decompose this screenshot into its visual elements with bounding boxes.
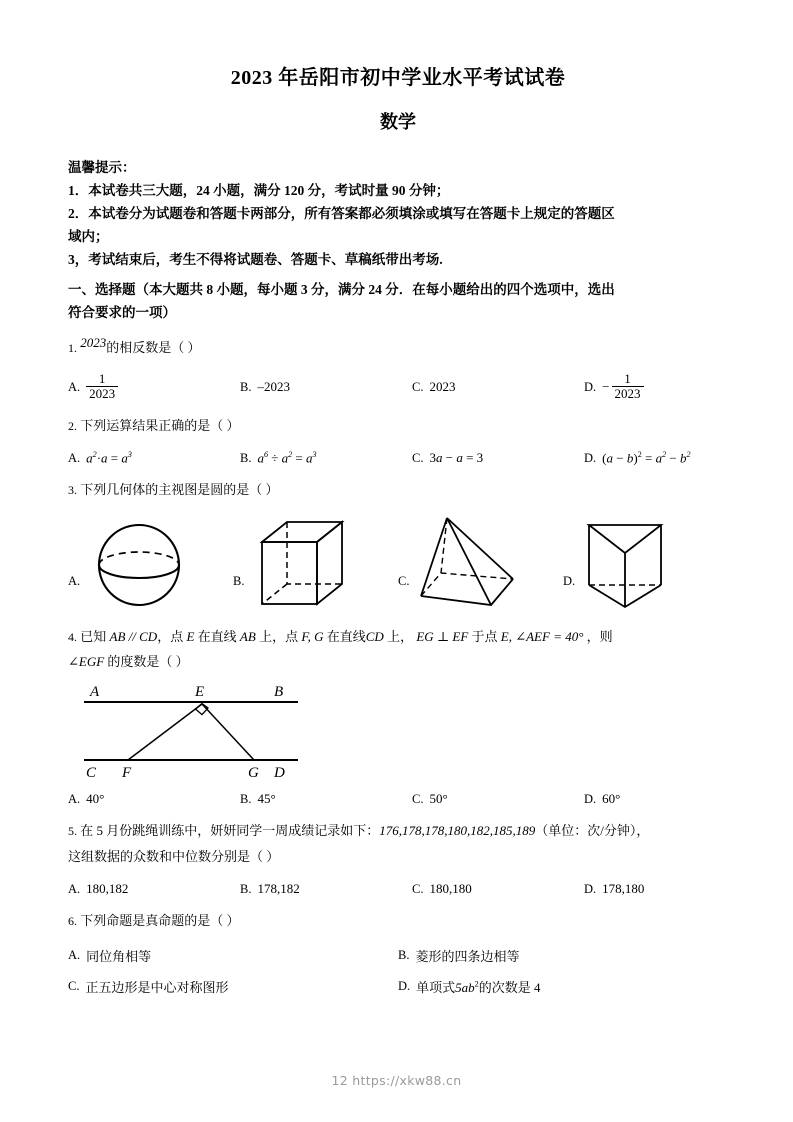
fraction-numerator: 1 xyxy=(624,370,631,386)
option-value: 178,182 xyxy=(257,881,300,897)
question-4-options xyxy=(68,791,728,807)
label-F: F xyxy=(122,765,132,781)
option-label: D. xyxy=(584,881,597,896)
option-label: C. xyxy=(412,379,424,394)
option-label: B. xyxy=(233,573,245,588)
option-label: A. xyxy=(68,881,81,896)
option-value xyxy=(86,370,118,402)
question-4-option-a[interactable] xyxy=(68,791,240,807)
question-5-stem-line-2: 这组数据的众数和中位数分别是（ ） xyxy=(68,848,280,864)
option-suffix: 的次数是 4 xyxy=(478,979,541,995)
question-6-option-b[interactable] xyxy=(398,946,728,965)
question-3-stem xyxy=(68,477,728,502)
option-label: D. xyxy=(584,379,597,394)
question-4-option-d[interactable] xyxy=(584,791,620,807)
notice-line-1: 1．本试卷共三大题，24 小题，满分 120 分，考试时量 90 分钟； xyxy=(68,182,450,198)
question-6-number: 6. xyxy=(68,914,77,929)
option-label: B. xyxy=(240,450,252,465)
question-5-stem-line-1 xyxy=(68,818,728,843)
question-1-option-c[interactable] xyxy=(412,373,584,402)
notice-line-3: 域内； xyxy=(68,229,109,245)
option-value: 178,180 xyxy=(602,881,645,897)
question-1-number: 1. xyxy=(68,341,77,356)
question-5-option-d[interactable] xyxy=(584,881,644,897)
stem-text: 上，点 xyxy=(255,628,302,644)
footer-watermark: 12 https://xkw88.cn xyxy=(331,1073,462,1088)
option-label: B. xyxy=(398,947,410,962)
option-value: 60° xyxy=(602,791,621,807)
question-2-option-d[interactable] xyxy=(584,450,690,466)
question-4-stem-line-1 xyxy=(68,624,728,649)
option-label: C. xyxy=(412,881,424,896)
question-1-option-a[interactable] xyxy=(68,370,240,402)
option-label: D. xyxy=(584,450,597,465)
question-4 xyxy=(68,624,728,808)
notice-line-2: 2．本试卷分为试题卷和答题卡两部分，所有答案都必须填涂或填写在答题卡上规定的答题区 xyxy=(68,206,615,222)
stem-math: ∠EGF xyxy=(68,654,105,670)
option-label: B. xyxy=(240,379,252,394)
option-value: 菱形的四条边相等 xyxy=(415,948,520,964)
stem-math: AB xyxy=(239,628,256,644)
option-label: D. xyxy=(584,791,597,806)
question-5 xyxy=(68,818,728,897)
option-value: 180,182 xyxy=(86,881,129,897)
question-3-options xyxy=(68,513,728,613)
option-label: A. xyxy=(68,947,81,962)
stem-text: 已知 xyxy=(80,628,110,644)
label-A: A xyxy=(90,684,100,701)
question-2 xyxy=(68,413,728,467)
option-value: 3a − a = 3 xyxy=(429,450,484,466)
question-1-options xyxy=(68,370,728,402)
stem-text: 于点 xyxy=(468,628,501,644)
stem-text: 在 5 月份跳绳训练中，妍妍同学一周成绩记录如下： xyxy=(80,823,380,839)
notice-heading: 温馨提示： xyxy=(68,159,136,175)
label-D: D xyxy=(274,765,285,781)
notice-block xyxy=(68,156,728,272)
stem-math: E, ∠AEF = 40° xyxy=(500,628,584,644)
stem-math: E xyxy=(186,628,195,644)
question-1 xyxy=(68,335,728,401)
question-4-option-b[interactable] xyxy=(240,791,412,807)
option-value xyxy=(416,977,540,996)
question-6-options-row-1 xyxy=(68,946,728,965)
sphere-icon xyxy=(84,513,194,613)
question-6-stem xyxy=(68,908,728,933)
question-3-text: 下列几何体的主视图是圆的是（ ） xyxy=(80,482,279,498)
stem-text: 在直线 xyxy=(323,628,366,644)
option-value: 40° xyxy=(86,791,105,807)
option-label: C. xyxy=(398,573,410,588)
question-3-number: 3. xyxy=(68,483,77,498)
question-1-option-b[interactable] xyxy=(240,373,412,402)
option-prefix: 单项式 xyxy=(416,979,456,995)
question-3-option-c[interactable] xyxy=(398,513,563,613)
question-5-option-a[interactable] xyxy=(68,881,240,897)
question-5-options xyxy=(68,881,728,897)
question-2-option-a[interactable] xyxy=(68,450,240,466)
question-3-option-a[interactable] xyxy=(68,513,233,613)
option-label: A. xyxy=(68,573,81,588)
option-value xyxy=(602,370,643,402)
question-3-option-d[interactable] xyxy=(563,513,728,613)
stem-text: 的度数是（ ） xyxy=(104,654,189,670)
notice-line-4: 3，考试结束后，考生不得将试题卷、答题卡、草稿纸带出考场. xyxy=(68,252,443,268)
subject-title: 数学 xyxy=(380,112,416,132)
stem-text: 在直线 xyxy=(194,628,240,644)
question-6-option-a[interactable] xyxy=(68,946,398,965)
fraction-denominator: 2023 xyxy=(86,386,118,401)
label-G: G xyxy=(248,765,259,781)
option-value: 正五边形是中心对称图形 xyxy=(85,979,229,995)
question-6-option-c[interactable] xyxy=(68,977,398,996)
question-4-number: 4. xyxy=(68,629,77,644)
page-title: 2023 年岳阳市初中学业水平考试试卷 xyxy=(230,67,566,89)
stem-text: ，点 xyxy=(157,628,187,644)
question-5-option-b[interactable] xyxy=(240,881,412,897)
stem-math: CD xyxy=(365,628,384,644)
question-3-option-b[interactable] xyxy=(233,513,398,613)
square-pyramid-icon xyxy=(413,513,531,613)
option-label: A. xyxy=(68,379,81,394)
triangular-prism-icon xyxy=(579,513,691,613)
option-value: 同位角相等 xyxy=(86,948,152,964)
question-1-text: 的相反数是（ ） xyxy=(106,340,201,356)
option-label: A. xyxy=(68,791,81,806)
question-6 xyxy=(68,908,728,995)
section-heading-line-2: 符合要求的一项） xyxy=(68,304,176,320)
question-2-number: 2. xyxy=(68,418,77,433)
question-3 xyxy=(68,477,728,612)
question-2-options xyxy=(68,450,728,466)
question-2-stem xyxy=(68,413,728,438)
cuboid-icon xyxy=(248,513,358,613)
question-4-option-c[interactable] xyxy=(412,791,584,807)
stem-math: F, G xyxy=(301,628,324,644)
question-5-number: 5. xyxy=(68,824,77,839)
option-value: 45° xyxy=(257,791,276,807)
stem-unit: （单位：次/分钟）， xyxy=(535,823,650,839)
option-math: $5ab^2$ xyxy=(455,979,479,995)
fraction-denominator: 2023 xyxy=(612,386,644,401)
question-1-stem xyxy=(68,335,728,360)
section-heading-choice xyxy=(68,278,728,324)
parallel-lines-diagram xyxy=(76,680,326,780)
question-4-figure xyxy=(76,680,728,785)
question-2-text: 下列运算结果正确的是（ ） xyxy=(80,417,240,433)
stem-text: ，则 xyxy=(583,628,613,644)
fraction-numerator: 1 xyxy=(98,370,106,386)
question-2-option-c[interactable] xyxy=(412,450,584,466)
option-label: D. xyxy=(398,978,411,993)
question-5-option-c[interactable] xyxy=(412,881,584,897)
label-C: C xyxy=(86,765,97,781)
option-label: C. xyxy=(68,978,80,993)
stem-text: 上， xyxy=(383,628,417,644)
option-label: C. xyxy=(412,450,424,465)
option-value: 180,180 xyxy=(429,881,472,897)
stem-data-values: 176,178,178,180,182,185,189 xyxy=(379,823,536,839)
question-4-stem-line-2 xyxy=(68,649,728,674)
question-6-option-d[interactable] xyxy=(398,977,728,996)
option-label: B. xyxy=(240,881,252,896)
option-value: 50° xyxy=(429,791,448,807)
option-value: –2023 xyxy=(257,379,290,395)
option-value: $(a - b)^2 = a^2 - b^2$ xyxy=(602,449,691,466)
option-value: 2023 xyxy=(429,379,456,395)
option-label: A. xyxy=(68,450,81,465)
page-content xyxy=(68,0,728,996)
stem-math: AB // CD xyxy=(109,628,158,644)
question-1-option-d[interactable] xyxy=(584,370,644,402)
option-value: $a^2\cdot a = a^3$ xyxy=(86,449,132,466)
question-2-option-b[interactable] xyxy=(240,450,412,466)
option-label: D. xyxy=(563,573,576,588)
option-label: B. xyxy=(240,791,252,806)
label-B: B xyxy=(274,684,284,701)
stem-math: EG ⊥ EF xyxy=(416,628,469,644)
question-1-value: 2023 xyxy=(80,335,107,351)
option-label: C. xyxy=(412,791,424,806)
question-6-text: 下列命题是真命题的是（ ） xyxy=(80,913,240,929)
section-heading-line-1: 一、选择题（本大题共 8 小题，每小题 3 分，满分 24 分．在每小题给出的四个选项中，选出 xyxy=(68,281,615,297)
option-value: $a^6 \div a^2 = a^3$ xyxy=(257,449,317,466)
minus-sign: − xyxy=(602,379,610,395)
question-6-options-row-2 xyxy=(68,977,728,996)
label-E: E xyxy=(195,684,205,701)
